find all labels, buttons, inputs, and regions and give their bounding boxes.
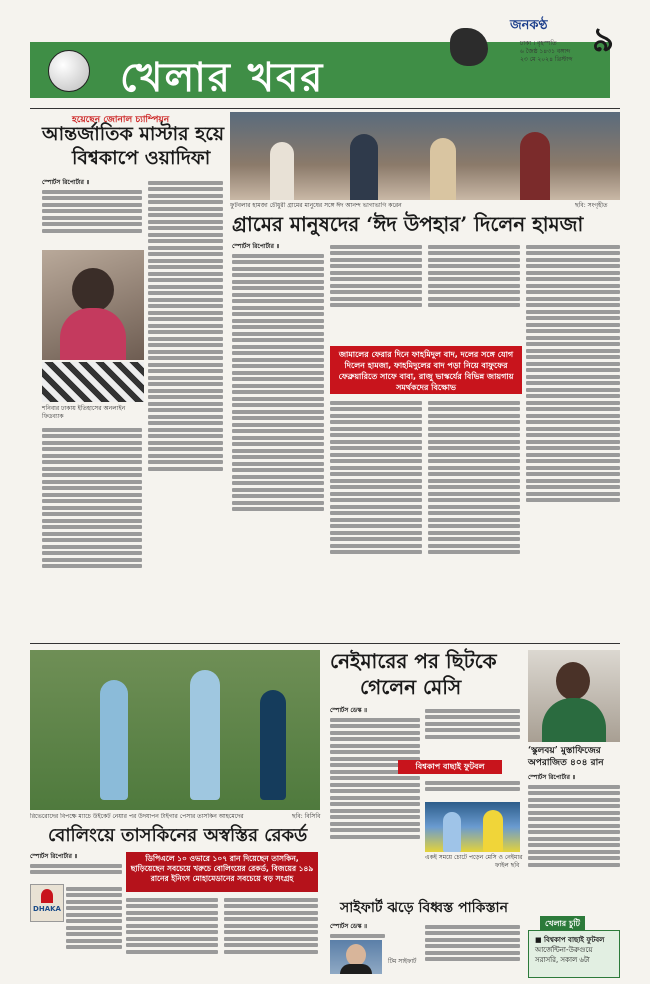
pakistan-headline: সাইফার্ট ঝড়ে বিধ্বস্ত পাকিস্তান [340,900,508,916]
hamza-body-col4 [526,242,620,637]
hamza-body-col1 [232,242,324,637]
middle-divider [30,643,620,644]
player-silhouette-graphic [450,28,488,66]
wadifa-body-col3 [42,425,142,640]
runs-headline-2: অপরাজিত ৪০৪ রান [528,758,604,768]
runs-headline-1: ‘স্কুলবয়’ মুস্তাফিজের [528,746,601,756]
dhaka-logo-text: DHAKA [33,905,61,913]
hamza-crowd-photo [230,112,620,200]
sidebar-line2: আর্জেন্টিনা-উরুগুয়ে [535,946,593,954]
wadifa-photo-caption: শনিবার ঢাকায় ইতিহাসের অনলাইন ফিডব্যাক [42,405,126,420]
messi-photo-caption: একই সময়ে চোটে পড়েন মেসি ও নেইমার [425,854,523,861]
seifert-photo-caption: টিম সাইফার্ট [388,958,417,965]
pakistan-body-col2 [425,922,520,980]
sidebar-schedule-box [528,930,620,978]
pakistan-dateline: স্পোর্টস ডেস্ক ॥ [330,923,368,930]
hamza-body-col2 [330,242,422,342]
hamza-body-col5 [330,398,422,638]
sidebar-line3: সরাসরি, সকাল ৬টা [535,956,590,964]
messi-body-col2 [425,706,520,756]
tashkin-body-col4 [224,895,318,980]
issue-meta-line2: ৬ জৈষ্ঠ ১৪৩১ বঙ্গাব্দ [520,48,571,55]
hamza-dateline: স্পোর্টস রিপোর্টার ॥ [232,243,280,250]
hamza-body-col6 [428,398,520,638]
tashkin-photo-caption: রিভেরোদের বিপক্ষে ম্যাচে উইকেট নেয়ার পর উদযাপন টাইগার পেসার তাসকিন আহমেদের [30,813,244,820]
wadifa-dateline: স্পোর্টস রিপোর্টার ॥ [42,179,90,186]
messi-dateline: স্পোর্টস ডেস্ক ॥ [330,707,368,714]
messi-label: বিশ্বকাপ বাছাই ফুটবল [398,760,502,774]
messi-photo-credit: ফাইল ছবি [495,862,520,869]
top-divider [30,108,620,109]
issue-meta-line1: ঢাকা । বৃহস্পতি [520,40,557,47]
messi-body-col3 [425,778,520,800]
section-title: খেলার খবর [120,54,325,101]
messi-headline-2: গেলেন মেসি [360,675,462,699]
tashkin-photo-credit: ছবি: বিসিবি [292,813,321,820]
seifert-photo [330,940,382,974]
tashkin-body-col1 [30,852,122,882]
tashkin-highlight: ডিপিএলে ১০ ওভারে ১০৭ রান দিয়েছেন তাসকিন, ছাড়িয়েছেন সবচেয়ে খরুচে বোলিংয়ের রেকর্ড, বিজয়ের ১৪৯ রানের ইনিংস মোহামেডানের সবচেয়ে বড় সংগ্রহ [126,852,318,892]
hamza-headline: গ্রামের মানুষদের ‘ঈদ উপহার’ দিলেন হামজা [232,212,584,236]
hamza-photo-credit: ছবি: সংগৃহীত [575,202,608,209]
messi-body-col1 [330,706,420,896]
hamza-photo-caption: ফুটবলার হামজা চৌধুরী গ্রামের মানুষের সঙ্গে ঈদ আনন্দ ভাগাভাগি করেন [230,202,402,209]
sidebar-line1: ■ বিশ্বকাপ বাছাই ফুটবল [535,936,605,944]
sidebar-tag: খেলার চুটি [540,916,585,933]
hamza-body-col3 [428,242,520,342]
tashkin-body-col2 [66,884,122,980]
wadifa-body-col1 [42,178,142,248]
schoolboy-portrait-photo [528,650,620,742]
wadifa-body-col2 [148,178,223,638]
chess-board-photo [42,362,144,402]
tashkin-body-col3 [126,895,218,980]
newspaper-brand: জনকণ্ঠ [510,18,548,33]
messi-headline-1: নেইমারের পর ছিটকে [330,649,497,673]
messi-neymar-photo [425,802,520,852]
runs-body [528,773,620,913]
page-number: ৯ [592,20,615,60]
dhaka-league-logo [30,884,64,922]
hamza-sub-headline: জামালের ফেরার দিনে ফাহমিদুল বাদ, দলের সঙ্গে যোগ দিলেন হামজা, ফাহমিদুলের বাদ পড়া নিয়ে বাফুফের ফেব্রুয়ারিতে সাফে বাবা, রাজু ভাস্কর্যের বিভিন্ন জায়গায় সমর্থকদের বিক্ষোভ [330,346,522,394]
pakistan-body-col1 [330,922,385,942]
tashkin-headline: বোলিংয়ে তাসকিনের অস্বস্তির রেকর্ড [48,825,308,846]
wadifa-headline-1: আন্তর্জাতিক মাস্টার হয়ে [42,123,225,145]
runs-dateline: স্পোর্টস রিপোর্টার ॥ [528,774,576,781]
wadifa-kicker: হয়েছেন জোনাল চ্যাম্পিয়ন [72,115,170,125]
tashkin-cricket-photo [30,650,320,810]
football-graphic [48,50,90,92]
issue-meta-line3: ২৩ মে ২০২৪ খ্রিস্টাব্দ [520,56,573,63]
tashkin-dateline: স্পোর্টস রিপোর্টার ॥ [30,853,78,860]
wadifa-portrait-photo [42,250,144,360]
wadifa-headline-2: বিশ্বকাপে ওয়াদিফা [72,147,211,169]
